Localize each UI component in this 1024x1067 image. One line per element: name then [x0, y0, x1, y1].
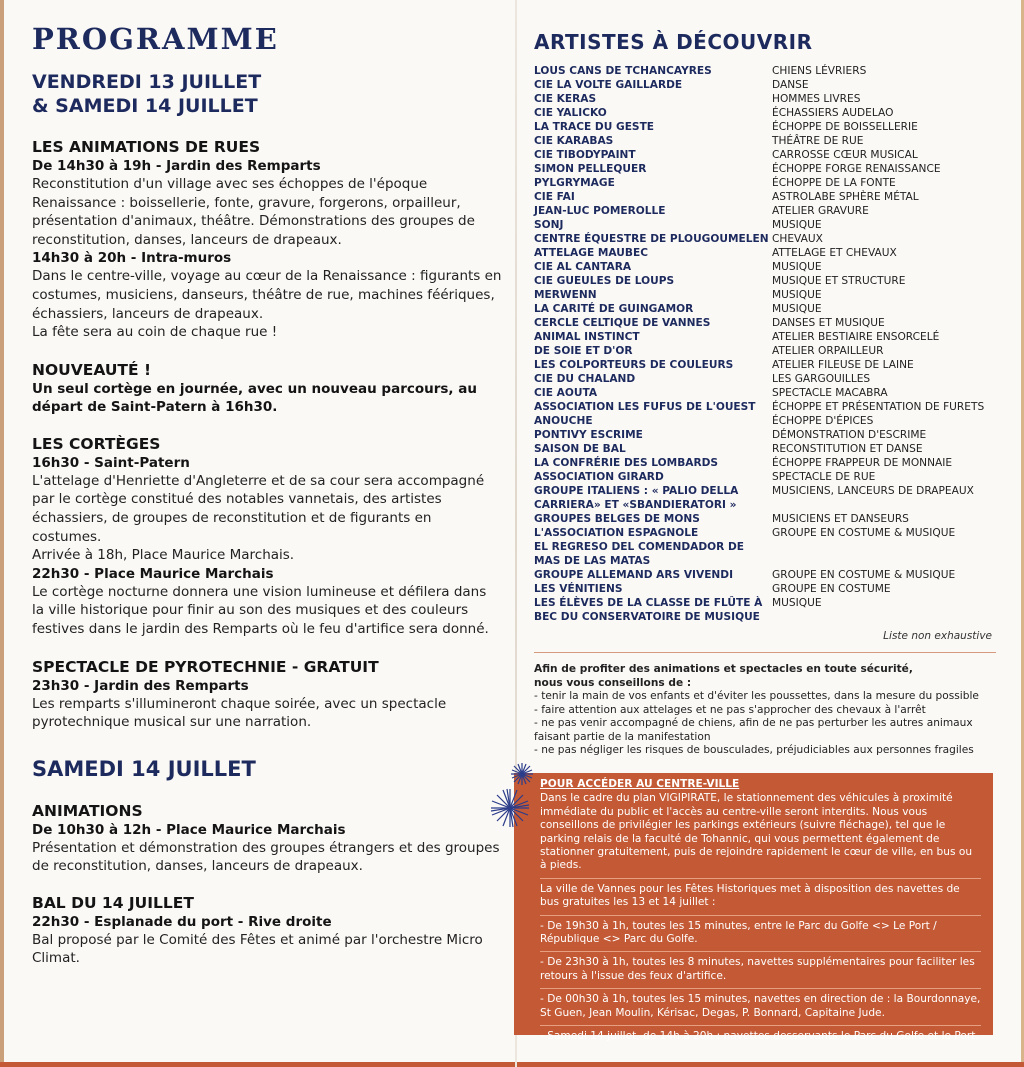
artist-row [534, 302, 996, 316]
artist-name: LA TRACE DU GESTE [534, 121, 655, 133]
page-edge-bottom [0, 1062, 1024, 1067]
artist-row [534, 134, 996, 148]
artist-row [534, 120, 996, 134]
artist-role: ATELIER BESTIAIRE ENSORCELÉ [772, 331, 940, 343]
artist-name: CIE FAI [534, 191, 575, 203]
artist-name: SIMON PELLEQUER [534, 163, 647, 175]
artist-role: MUSICIENS ET DANSEURS [772, 513, 909, 525]
artist-role: SPECTACLE MACABRA [772, 387, 888, 399]
artist-row [534, 288, 996, 302]
artist-name: MERWENN [534, 289, 597, 301]
animations-rues-slot-2: 14h30 à 20h - Intra-muros [32, 250, 232, 267]
artistes-title: ARTISTES À DÉCOUVRIR [534, 30, 813, 54]
artist-role: ÉCHOPPE FORGE RENAISSANCE [772, 163, 941, 175]
artist-name: CIE LA VOLTE GAILLARDE [534, 79, 683, 91]
artist-name: ATTELAGE MAUBEC [534, 247, 648, 259]
artist-name: DE SOIE ET D'OR [534, 345, 633, 357]
artist-name: BEC DU CONSERVATOIRE DE MUSIQUE [534, 611, 760, 623]
artist-name: GROUPE ALLEMAND ARS VIVENDI [534, 569, 734, 581]
artist-role: GROUPE EN COSTUME & MUSIQUE [772, 527, 956, 539]
artist-row [534, 106, 996, 120]
animations-text: Présentation et démonstration des groupes étrangers et des groupes de reconstitution, danses, lanceurs de drapeaux. [32, 839, 500, 875]
artist-name: CENTRE ÉQUESTRE DE PLOUGOUMELEN [534, 233, 769, 245]
artist-name: SONJ [534, 219, 564, 231]
artist-role: MUSIQUE [772, 219, 822, 231]
corteges-text-1: L'attelage d'Henriette d'Angleterre et de sa cour sera accompagné par le cortège constitué des notables vannetais, des artistes échassiers, de groupes de reconstitution et de figurants en costumes. [32, 472, 485, 545]
artist-role: THÉÂTRE DE RUE [772, 135, 864, 147]
artist-row [534, 386, 996, 400]
artist-role: MUSIQUE ET STRUCTURE [772, 275, 906, 287]
artist-role: MUSIQUE [772, 597, 822, 609]
artist-row [534, 316, 996, 330]
artist-name: EL REGRESO DEL COMENDADOR DE [534, 541, 745, 553]
artist-role: ATELIER ORPAILLEUR [772, 345, 884, 357]
artist-row [534, 218, 996, 232]
artist-name: CIE DU CHALAND [534, 373, 636, 385]
artist-row [534, 372, 996, 386]
page-edge-left [0, 0, 4, 1067]
animations-section [32, 802, 502, 876]
artist-name: CIE YALICKO [534, 107, 607, 119]
animations-heading: ANIMATIONS [32, 801, 143, 820]
artist-role: MUSIQUE [772, 289, 822, 301]
access-text-1: Dans le cadre du plan VIGIPIRATE, le stationnement des véhicules à proximité immédiate du public et l'accès au centre-ville seront interdits. Nous vous conseillons de privilégier les parkings extérieurs (suivre fléchage), tel que le parking relais de la faculté de Tohannic, qui vous permettent également de stationner gratuitement, puis de rejoindre rapidement le cœur de ville, en bus ou à pieds. [540, 792, 973, 872]
artist-role [772, 498, 996, 512]
artist-name: CIE AOUTA [534, 387, 598, 399]
animations-rues-heading: LES ANIMATIONS DE RUES [32, 138, 261, 156]
access-text-2: La ville de Vannes pour les Fêtes Historiques met à disposition des navettes de bus gratuites les 13 et 14 juillet : [540, 882, 960, 909]
safety-item: - tenir la main de vos enfants et d'éviter les poussettes, dans la mesure du possible [534, 690, 979, 702]
artist-row [534, 92, 996, 106]
artist-role: CHEVAUX [772, 233, 823, 245]
artist-role: ÉCHASSIERS AUDELAO [772, 107, 894, 119]
bal-heading: BAL DU 14 JUILLET [32, 893, 194, 912]
artist-name: LA CARITÉ DE GUINGAMOR [534, 303, 694, 315]
bal-section [32, 894, 502, 968]
artist-name: LA CONFRÉRIE DES LOMBARDS [534, 457, 719, 469]
pyro-text: Les remparts s'illumineront chaque soirée, avec un spectacle pyrotechnique musical sur une narration. [32, 695, 447, 731]
safety-intro-1: Afin de profiter des animations et spectacles en toute sécurité, [534, 663, 913, 675]
artist-row [534, 78, 996, 92]
artist-row [534, 484, 996, 498]
artist-row [534, 148, 996, 162]
animations-rues-section [32, 138, 502, 342]
artist-row [534, 596, 996, 610]
pyro-slot: 23h30 - Jardin des Remparts [32, 677, 249, 694]
artist-role: RECONSTITUTION ET DANSE [772, 443, 923, 455]
artist-role: ATELIER FILEUSE DE LAINE [772, 359, 914, 371]
pyro-heading: SPECTACLE DE PYROTECHNIE - GRATUIT [32, 657, 379, 676]
access-rule [540, 951, 981, 952]
firework-burst-icon [486, 762, 552, 842]
nouveaute-section [32, 361, 502, 416]
artist-list [534, 64, 996, 624]
artist-row [534, 470, 996, 484]
dates-line-2: & SAMEDI 14 JUILLET [32, 95, 258, 117]
artist-row [534, 568, 996, 582]
artist-role: ÉCHOPPE D'ÉPICES [772, 415, 874, 427]
artist-role: DANSES ET MUSIQUE [772, 317, 885, 329]
artist-name: ANOUCHE [534, 415, 593, 427]
corteges-heading: LES CORTÈGES [32, 434, 161, 453]
artistes-column [534, 30, 996, 758]
artist-row [534, 582, 996, 596]
artist-row [534, 498, 996, 512]
artist-name: GROUPE ITALIENS : « PALIO DELLA [534, 485, 739, 497]
corteges-text-2: Arrivée à 18h, Place Maurice Marchais. [32, 547, 295, 564]
artist-row [534, 414, 996, 428]
artist-row [534, 526, 996, 540]
access-text-4: - De 23h30 à 1h, toutes les 8 minutes, navettes supplémentaires pour faciliter les retours à l'issue des feux d'artifice. [540, 956, 975, 982]
artist-role [772, 540, 996, 554]
artist-name: PYLGRYMAGE [534, 177, 615, 189]
artist-role: DÉMONSTRATION D'ESCRIME [772, 429, 927, 441]
artist-row [534, 190, 996, 204]
artist-name: MAS DE LAS MATAS [534, 555, 651, 567]
artist-role: ATELIER GRAVURE [772, 205, 869, 217]
artist-row [534, 162, 996, 176]
artist-role: MUSICIENS, LANCEURS DE DRAPEAUX [772, 485, 974, 497]
artist-row [534, 358, 996, 372]
access-rule [540, 988, 981, 989]
artist-role: ATTELAGE ET CHEVAUX [772, 247, 897, 259]
artist-row [534, 204, 996, 218]
artist-role: MUSIQUE [772, 303, 822, 315]
artist-role: CARROSSE CŒUR MUSICAL [772, 149, 918, 161]
artist-name: GROUPES BELGES DE MONS [534, 513, 700, 525]
artist-row [534, 428, 996, 442]
artist-name: ASSOCIATION GIRARD [534, 471, 664, 483]
safety-item: - ne pas négliger les risques de bousculades, préjudiciables aux personnes fragiles [534, 744, 974, 756]
programme-column [32, 22, 502, 968]
artist-row [534, 344, 996, 358]
artist-role: ÉCHOPPE DE LA FONTE [772, 177, 896, 189]
nouveaute-heading: NOUVEAUTÉ ! [32, 360, 152, 379]
nouveaute-text: Un seul cortège en journée, avec un nouveau parcours, au départ de Saint-Patern à 16h30. [32, 380, 477, 415]
artist-name: CERCLE CELTIQUE DE VANNES [534, 317, 711, 329]
access-text-6: - Samedi 14 juillet, de 14h à 20h : navettes desservants le Parc du Golfe et le Port. [540, 1030, 979, 1043]
artist-role: ÉCHOPPE DE BOISSELLERIE [772, 121, 918, 133]
animations-rues-slot-1: De 14h30 à 19h - Jardin des Remparts [32, 158, 321, 174]
access-text-5: - De 00h30 à 1h, toutes les 15 minutes, navettes en direction de : la Bourdonnaye, St Guen, Jean Moulin, Kérisac, Degas, P. Bonnard, Capitaine Jude. [540, 993, 981, 1019]
artist-role: CHIENS LÉVRIERS [772, 65, 867, 77]
artist-role: LES GARGOUILLES [772, 373, 871, 385]
access-rule [540, 915, 981, 916]
programme-title: PROGRAMME [32, 22, 279, 56]
artist-name: LES COLPORTEURS DE COULEURS [534, 359, 734, 371]
artist-row [534, 260, 996, 274]
artist-role: GROUPE EN COSTUME & MUSIQUE [772, 569, 956, 581]
artist-name: CIE GUEULES DE LOUPS [534, 275, 675, 287]
artist-row [534, 246, 996, 260]
artist-name: ANIMAL INSTINCT [534, 331, 640, 343]
artist-role: ÉCHOPPE FRAPPEUR DE MONNAIE [772, 457, 953, 469]
artist-name: CIE AL CANTARA [534, 261, 632, 273]
artist-row [534, 274, 996, 288]
artist-name: LES VÉNITIENS [534, 583, 623, 595]
artist-name: LOUS CANS DE TCHANCAYRES [534, 65, 712, 77]
pyro-section [32, 658, 502, 732]
access-text-3: - De 19h30 à 1h, toutes les 15 minutes, entre le Parc du Golfe <> Le Port / République <> Parc du Golfe. [540, 919, 937, 946]
animations-slot: De 10h30 à 12h - Place Maurice Marchais [32, 821, 346, 838]
artist-row [534, 456, 996, 470]
artist-row [534, 610, 996, 624]
artist-role: HOMMES LIVRES [772, 93, 861, 105]
safety-advice [534, 663, 996, 758]
safety-intro-2: nous vous conseillons de : [534, 676, 692, 689]
artist-name: CIE KERAS [534, 93, 597, 105]
liste-note: Liste non exhaustive [883, 630, 992, 642]
artist-row [534, 512, 996, 526]
artist-row [534, 540, 996, 554]
artist-role [772, 554, 996, 568]
access-rule [540, 878, 981, 879]
artist-role: ASTROLABE SPHÈRE MÉTAL [772, 191, 919, 203]
artist-name: CIE TIBODYPAINT [534, 149, 636, 161]
animations-rues-text-3: La fête sera au coin de chaque rue ! [32, 324, 278, 341]
artist-name: L'ASSOCIATION ESPAGNOLE [534, 527, 699, 539]
artist-name: CIE KARABAS [534, 135, 614, 147]
artist-role: DANSE [772, 79, 809, 91]
artist-row [534, 400, 996, 414]
safety-item: - ne pas venir accompagné de chiens, afin de ne pas perturber les autres animaux faisant partie de la manifestation [534, 717, 973, 743]
corteges-slot-1: 16h30 - Saint-Patern [32, 454, 190, 471]
access-rule [540, 1025, 981, 1026]
artist-role: GROUPE EN COSTUME [772, 583, 891, 595]
artist-row [534, 330, 996, 344]
artist-role: MUSIQUE [772, 261, 822, 273]
animations-rues-text-2: Dans le centre-ville, voyage au cœur de la Renaissance : figurants en costumes, musiciens, danseurs, théâtre de rue, machines féériques, échassiers, lanceurs de drapeaux. [32, 268, 502, 322]
artist-name: SAISON DE BAL [534, 443, 626, 455]
corteges-text-3: Le cortège nocturne donnera une vision lumineuse et défilera dans la ville historique pour finir au son des musiques et des couleurs festives dans le jardin des Remparts où le feu d'artifice sera donné. [32, 583, 489, 637]
artist-row [534, 554, 996, 568]
artist-name: LES ÉLÈVES DE LA CLASSE DE FLÛTE À [534, 597, 763, 609]
dates-line-1: VENDREDI 13 JUILLET [32, 71, 262, 93]
corteges-slot-2: 22h30 - Place Maurice Marchais [32, 565, 274, 582]
artist-name: CARRIERA» ET «SBANDIERATORI » [534, 499, 737, 511]
artist-row [534, 64, 996, 78]
artist-row [534, 442, 996, 456]
artist-role: ÉCHOPPE ET PRÉSENTATION DE FURETS [772, 401, 985, 413]
artist-row [534, 176, 996, 190]
artist-row [534, 232, 996, 246]
artist-name: ASSOCIATION LES FUFUS DE L'OUEST [534, 401, 756, 413]
access-title: POUR ACCÉDER AU CENTRE-VILLE [540, 778, 740, 790]
artist-role [772, 610, 996, 624]
animations-rues-text-1: Reconstitution d'un village avec ses échoppes de l'époque Renaissance : boissellerie, fonte, gravure, forgerons, orpailleur, présentation d'animaux, théâtre. Démonstrations des groupes de reconstitution, danses, lanceurs de drapeaux. [32, 176, 475, 248]
separator-line [534, 652, 996, 653]
bal-slot: 22h30 - Esplanade du port - Rive droite [32, 913, 332, 930]
artist-name: PONTIVY ESCRIME [534, 429, 643, 441]
access-info-box [514, 773, 993, 1043]
samedi-title: SAMEDI 14 JUILLET [32, 756, 256, 781]
artist-role: SPECTACLE DE RUE [772, 471, 876, 483]
bal-text: Bal proposé par le Comité des Fêtes et animé par l'orchestre Micro Climat. [32, 931, 483, 967]
artist-name: JEAN-LUC POMEROLLE [534, 205, 666, 217]
corteges-section [32, 435, 502, 639]
safety-item: - faire attention aux attelages et ne pas s'approcher des chevaux à l'arrêt [534, 703, 926, 716]
